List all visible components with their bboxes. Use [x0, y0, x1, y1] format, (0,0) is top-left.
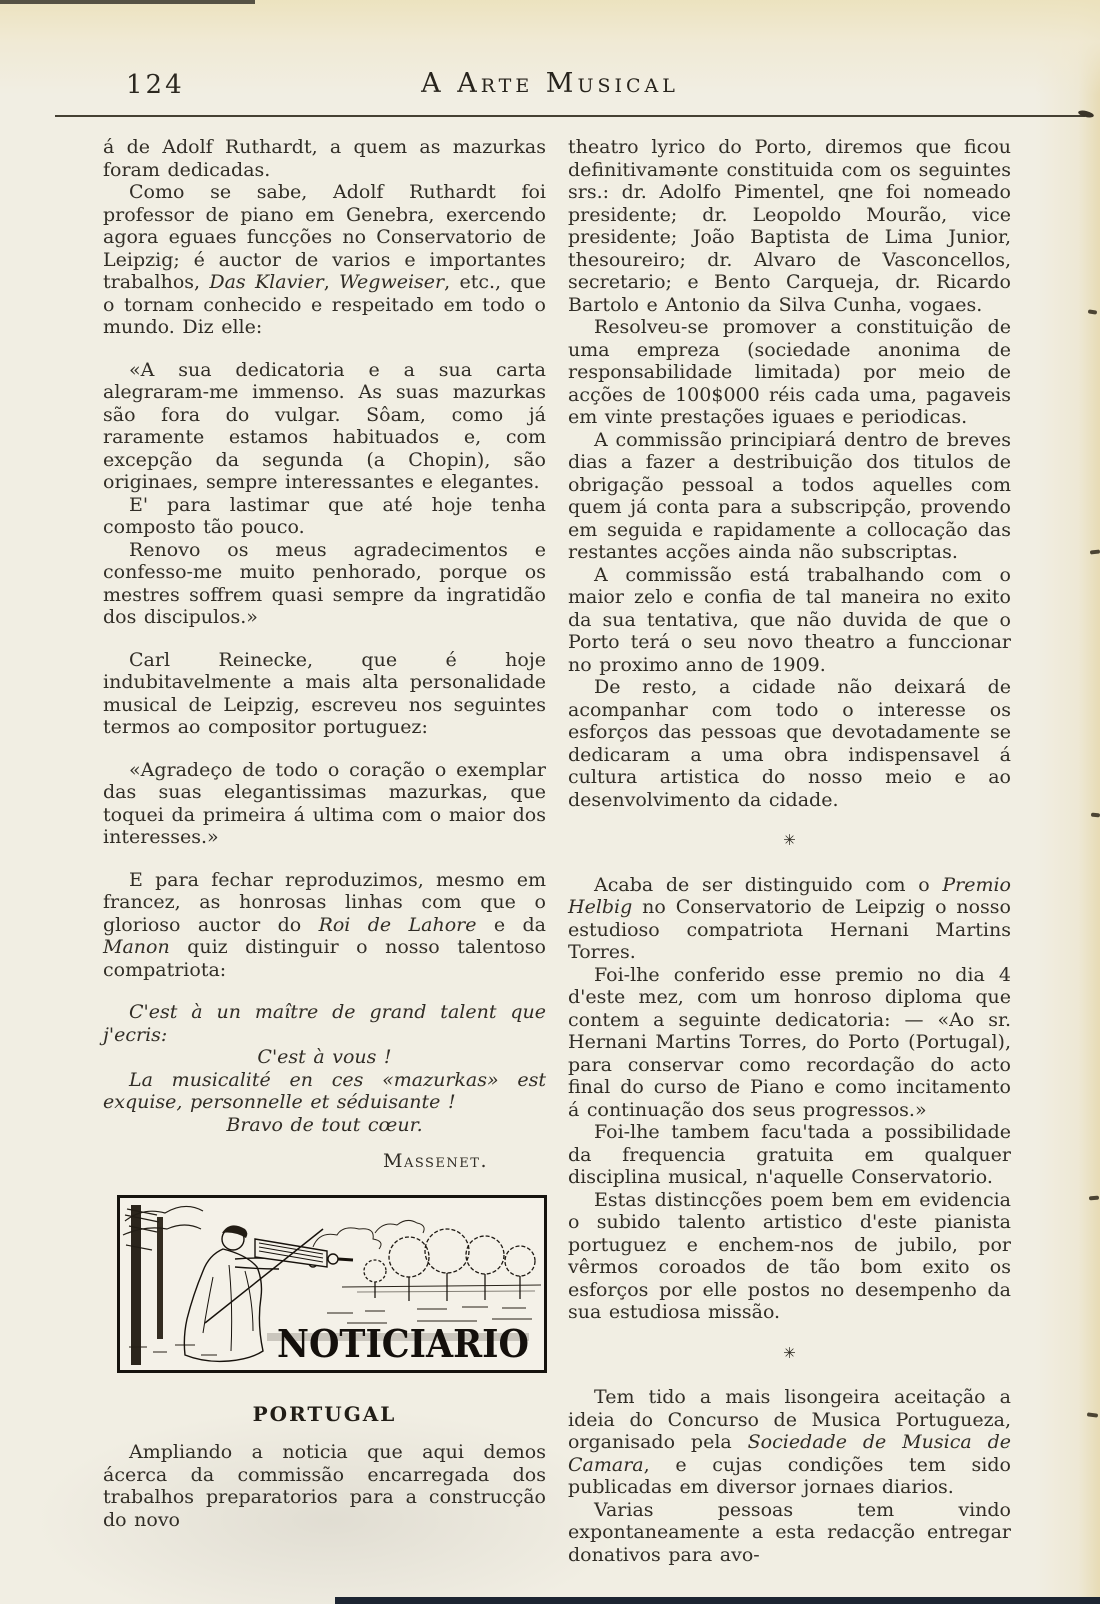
- paragraph: [568, 964, 1011, 1122]
- italic-text: Das Klavier: [209, 271, 324, 293]
- body-text: Resolveu-se promover a constituição de uma empreza (sociedade anonima de responsabilidade limitada) por meio de acções de 100$000 réis cada uma, pagaveis em vinte prestações iguaes e periodicas.: [568, 316, 1011, 428]
- scan-top-edge-shadow: [0, 0, 255, 4]
- noticiario-illustration: [117, 1195, 547, 1373]
- page-edge-fleck: [1087, 1412, 1098, 1417]
- paragraph: [568, 564, 1011, 677]
- body-text: Como se sabe, Adolf Ruthardt foi professor de piano em Genebra, exercendo agora eguaes funcções no Conservatorio de Leipzig; é auctor de varios e importantes trabalhos,: [103, 181, 546, 293]
- body-text: Foi-lhe tambem facu'tada a possibilidade da frequencia gratuita em qualquer disciplina musical, n'aquelle Conservatorio.: [568, 1121, 1011, 1188]
- paragraph: [568, 1121, 1011, 1189]
- page-number: 124: [126, 70, 185, 100]
- page-edge-fleck: [1090, 549, 1100, 554]
- paragraph: [568, 1499, 1011, 1567]
- italic-text: C'est à vous !: [257, 1046, 392, 1068]
- body-text: Ampliando a noticia que aqui demos ácerca da commissão encarregada dos trabalhos preparatorios para a construcção do novo: [103, 1441, 546, 1531]
- body-text: Varias pessoas tem vindo expontaneamente a esta redacção entregar donativos para avo-: [568, 1498, 1011, 1566]
- italic-text: Premio Helbig: [568, 873, 1011, 918]
- body-text: Estas distincções poem bem em evidencia o subido talento artistico d'este pianista portuguez e enchem-nos de jubilo, por vêrmos coroados de tão bom exito os esforços por elle postos no desempenho da sua estudiosa missão.: [568, 1188, 1011, 1323]
- italic-text: Manon: [103, 936, 170, 958]
- body-text: Acaba de ser distinguido com o: [594, 873, 943, 896]
- body-text: A commissão está trabalhando com o maior zelo e confia de tal maneira no exito da sua tentativa, que não duvida de que o Porto terá o seu novo theatro a funccionar no proximo anno de 1909.: [568, 563, 1011, 676]
- scan-bottom-edge-shadow: [335, 1597, 1100, 1604]
- paragraph: [103, 1001, 546, 1046]
- body-text: no Conservatorio de Leipzig o nosso estudioso compatriota Hernani Martins Torres.: [568, 896, 1011, 963]
- page-edge-fleck: [1089, 1196, 1099, 1201]
- paragraph: [568, 676, 1011, 811]
- paragraph: [103, 1046, 546, 1069]
- signature: Massenet.: [383, 1150, 488, 1172]
- italic-text: La musicalité en ces «mazurkas» est exquise, personnelle et séduisante !: [103, 1068, 546, 1113]
- body-text: Renovo os meus agradecimentos e confesso-me muito penhorado, porque os mestres soffrem quasi sempre da ingratidão dos discipulos.»: [103, 538, 546, 628]
- left-column: [103, 136, 546, 1566]
- paragraph: [568, 316, 1011, 429]
- italic-text: Sociedade de Musica de Camara: [568, 1431, 1011, 1476]
- paragraph: [103, 1441, 546, 1531]
- illustration-title-text: NOTICIARIO: [277, 1320, 529, 1366]
- paragraph: [103, 494, 546, 539]
- page-edge-fleck: [1088, 309, 1097, 314]
- paragraph: [103, 649, 546, 739]
- body-text: theatro lyrico do Porto, diremos que ficou definitivamənte constituida com os seguintes srs.: dr. Adolfo Pimentel, qne foi nomeado presidente; dr. Leopoldo Mourão, vice presidente; João Baptista de Lima Junior, thesoureiro; dr. Alvaro de Vasconcellos, secretario; e Bento Carqueja, dr. Ricardo Bartolo e Antonio da Silva Cunha, vogaes.: [568, 136, 1011, 316]
- paragraph: [103, 1069, 546, 1114]
- body-text: Foi-lhe conferido esse premio no dia 4 d'este mez, com um honroso diploma que contem a seguinte dedicatoria: — «Ao sr. Hernani Martins Torres, do Porto (Portugal), para conservar como recordação do acto final do curso de Piano e como incitamento á continuação dos seus progressos.»: [568, 963, 1011, 1121]
- body-text: e da: [476, 913, 546, 936]
- paragraph: [568, 1386, 1011, 1499]
- paragraph: [103, 181, 546, 339]
- paragraph: [103, 1114, 546, 1137]
- italic-text: Wegweiser: [339, 271, 445, 293]
- body-text: quiz distinguir o nosso talentoso compatriota:: [103, 936, 546, 981]
- paragraph: [103, 869, 546, 982]
- paragraph: [103, 359, 546, 494]
- paragraph: [568, 874, 1011, 964]
- body-text: «Agradeço de todo o coração o exemplar das suas elegantissimas mazurkas, que toquei da primeira á ultima com o maior dos interesses.»: [103, 758, 546, 848]
- paragraph: [568, 429, 1011, 564]
- body-text: á de Adolf Ruthardt, a quem as mazurkas foram dedicadas.: [103, 136, 546, 181]
- body-text: Tem tido a mais lisongeira aceitação a ideia do Concurso de Musica Portugueza, organisado pela: [568, 1386, 1011, 1453]
- body-text: , e cujas condições tem sido publicadas em diversor jornaes diarios.: [568, 1453, 1011, 1498]
- paragraph: [568, 1189, 1011, 1324]
- paragraph: [103, 136, 546, 181]
- body-text: Carl Reinecke, que é hoje indubitavelmente a mais alta personalidade musical de Leipzig, escreveu nos seguintes termos ao compositor portuguez:: [103, 648, 546, 738]
- body-text: De resto, a cidade não deixará de acompanhar com todo o interesse os esforços das pessoas que devotadamente se dedicaram a uma obra indispensavel á cultura artistica do nosso meio e ao desenvolvimento da cidade.: [568, 676, 1011, 811]
- section-divider-asterisk: ✳: [783, 1343, 796, 1362]
- section-divider-asterisk: ✳: [783, 831, 796, 849]
- italic-text: Roi de Lahore: [318, 913, 477, 936]
- right-column: [568, 136, 1011, 1566]
- paragraph: [103, 539, 546, 629]
- paragraph: [568, 136, 1011, 316]
- body-text: ,: [323, 271, 340, 293]
- header-rule-end-blot: [1078, 109, 1095, 119]
- body-text: «A sua dedicatoria e a sua carta alegraram-me immenso. As suas mazurkas são fora do vulgar. Sôam, como já raramente estamos habituados e, com excepção da segunda (a Chopin), são originaes, sempre interessantes e elegantes.: [103, 358, 546, 493]
- paragraph: [103, 759, 546, 849]
- header-rule: [55, 115, 1085, 117]
- body-text: , etc., que o tornam conhecido e respeitado em todo o mundo. Diz elle:: [103, 271, 546, 338]
- page-edge-fleck: [1091, 813, 1100, 818]
- noticiario-woodcut: [117, 1195, 547, 1373]
- body-text: A commissão principiará dentro de breves dias a fazer a destribuição dos titulos de obrigação pessoal a todos aquelles com quem já conta para a subscripção, provendo em seguida e rapidamente a collocação das restantes acções ainda não subscriptas.: [568, 428, 1011, 563]
- text-block: [103, 136, 1011, 1566]
- italic-text: Bravo de tout cœur.: [226, 1113, 423, 1136]
- body-text: E para fechar reproduzimos, mesmo em francez, as honrosas linhas com que o glorioso auctor do: [103, 868, 546, 936]
- journal-title: A Arte Musical: [421, 68, 679, 99]
- italic-text: C'est à un maître de grand talent que j'ecris:: [103, 1001, 546, 1046]
- section-heading: PORTUGAL: [252, 1401, 397, 1426]
- body-text: E' para lastimar que até hoje tenha composto tão pouco.: [103, 493, 546, 538]
